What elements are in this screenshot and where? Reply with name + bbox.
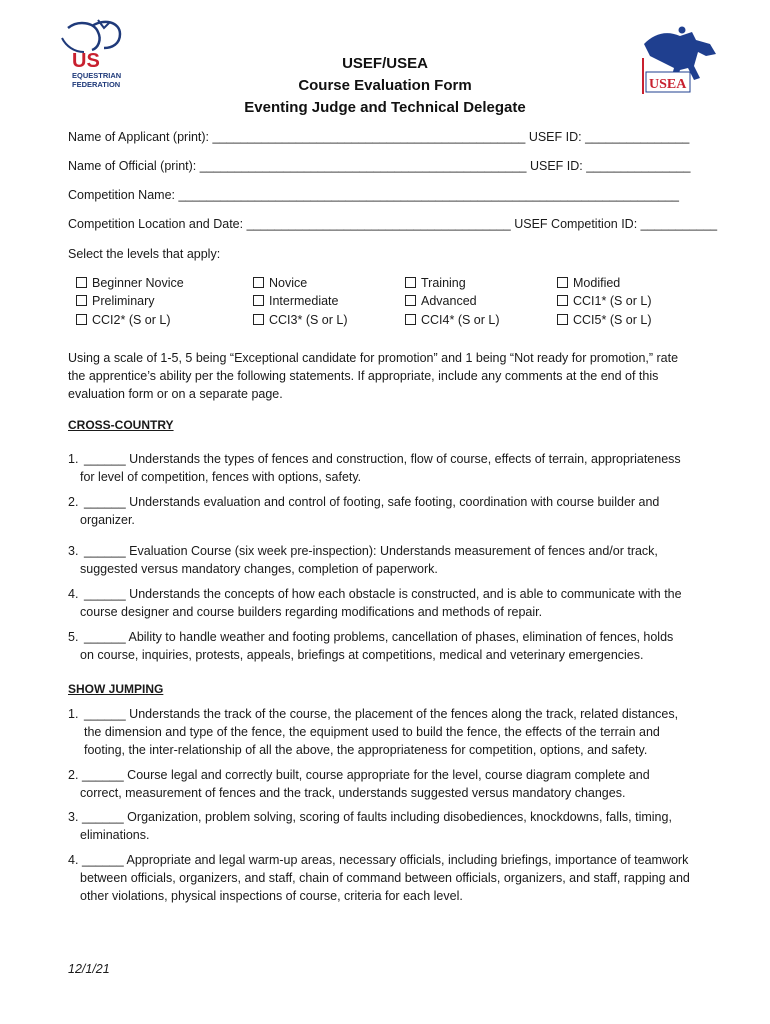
level-checkbox-training[interactable]: Training — [405, 276, 466, 290]
competition-location-date-field[interactable]: Competition Location and Date: ______________________________________ USEF Competition ID: ___________ — [68, 217, 718, 231]
usef-logo-federation: FEDERATION — [72, 80, 121, 89]
level-checkbox-intermediate[interactable]: Intermediate — [253, 294, 338, 308]
usea-logo-text: USEA — [649, 77, 687, 92]
level-checkbox-cci3[interactable]: CCI3* (S or L) — [253, 313, 348, 327]
level-checkbox-cci5[interactable]: CCI5* (S or L) — [557, 313, 652, 327]
xc-item-1[interactable]: 1. ______ Understands the types of fences and construction, flow of course, effects of terrain, appropriateness for level of competition, fences with options, safety. — [68, 452, 681, 484]
xc-item-4[interactable]: 4. ______ Understands the concepts of how each obstacle is constructed, and is able to communicate with the course designer and course builders regarding modifications and methods of repair. — [68, 587, 682, 619]
level-checkbox-cci2[interactable]: CCI2* (S or L) — [76, 313, 171, 327]
sj-item-1[interactable]: 1. ______ Understands the track of the course, the placement of the fences along the track, related distances, the dimension and type of the fence, the equipment used to build the fence, the effects of the terrain and footing, the inter-relationship of all the above, the appropriateness for competition, options, and safety. — [68, 707, 679, 757]
level-checkbox-advanced[interactable]: Advanced — [405, 294, 477, 308]
level-checkbox-modified[interactable]: Modified — [557, 276, 620, 290]
checkbox-icon[interactable] — [405, 277, 416, 288]
usef-logo-us: US — [72, 50, 100, 72]
checkbox-icon[interactable] — [76, 295, 87, 306]
sj-item-2[interactable]: 2. ______ Course legal and correctly built, course appropriate for the level, course diagram complete and correct, measurement of fences and the track, understands suggested versus mandatory changes. — [68, 768, 650, 800]
checkbox-icon[interactable] — [253, 295, 264, 306]
level-checkbox-beginner-novice[interactable]: Beginner Novice — [76, 276, 184, 290]
official-name-field[interactable]: Name of Official (print): _______________________________________________ USEF ID: _______________ — [68, 159, 691, 173]
form-subtitle: Eventing Judge and Technical Delegate — [244, 99, 526, 116]
level-checkbox-cci4[interactable]: CCI4* (S or L) — [405, 313, 500, 327]
xc-item-5[interactable]: 5. ______ Ability to handle weather and footing problems, cancellation of phases, elimination of fences, holds on course, inquiries, protests, appeals, briefings at competitions, medical and veterinary emergencies. — [68, 630, 674, 662]
sj-item-3[interactable]: 3. ______ Organization, problem solving, scoring of faults including disobediences, knockdowns, falls, timing, eliminations. — [68, 810, 672, 842]
checkbox-icon[interactable] — [253, 277, 264, 288]
xc-item-3[interactable]: 3. ______ Evaluation Course (six week pre-inspection): Understands measurement of fences and/or track, suggested versus mandatory changes, completion of paperwork. — [68, 544, 658, 576]
checkbox-icon[interactable] — [76, 277, 87, 288]
revision-date: 12/1/21 — [68, 962, 110, 976]
instructions-paragraph: Using a scale of 1-5, 5 being “Exceptional candidate for promotion” and 1 being “Not ready for promotion,” rate the apprentice’s ability per the following statements. If appropriate, include any comments at the end of this evaluation form or on a separate page. — [68, 351, 679, 401]
usef-logo-equestrian: EQUESTRIAN — [72, 71, 122, 80]
applicant-name-field[interactable]: Name of Applicant (print): _____________________________________________ USEF ID: _______________ — [68, 130, 690, 144]
checkbox-icon[interactable] — [253, 314, 264, 325]
sj-item-4[interactable]: 4. ______ Appropriate and legal warm-up areas, necessary officials, including briefings, importance of teamwork between officials, organizers, and staff, chain of command between officials, organizers, and staff, rapping and other violations, physical inspections of course, criteria for each level. — [68, 853, 690, 903]
xc-item-2[interactable]: 2. ______ Understands evaluation and control of footing, safe footing, coordination with course builder and organizer. — [68, 495, 660, 527]
level-checkbox-cci1[interactable]: CCI1* (S or L) — [557, 294, 652, 308]
competition-name-field[interactable]: Competition Name: ________________________________________________________________________ — [68, 188, 679, 202]
checkbox-icon[interactable] — [405, 295, 416, 306]
checkbox-icon[interactable] — [76, 314, 87, 325]
cross-country-heading: CROSS-COUNTRY — [68, 418, 174, 432]
checkbox-icon[interactable] — [405, 314, 416, 325]
select-levels-label: Select the levels that apply: — [68, 247, 221, 261]
form-title: Course Evaluation Form — [298, 77, 472, 94]
level-checkbox-novice[interactable]: Novice — [253, 276, 307, 290]
show-jumping-heading: SHOW JUMPING — [68, 682, 164, 696]
form-title-org: USEF/USEA — [342, 55, 428, 72]
checkbox-icon[interactable] — [557, 295, 568, 306]
level-checkbox-preliminary[interactable]: Preliminary — [76, 294, 155, 308]
checkbox-icon[interactable] — [557, 314, 568, 325]
checkbox-icon[interactable] — [557, 277, 568, 288]
